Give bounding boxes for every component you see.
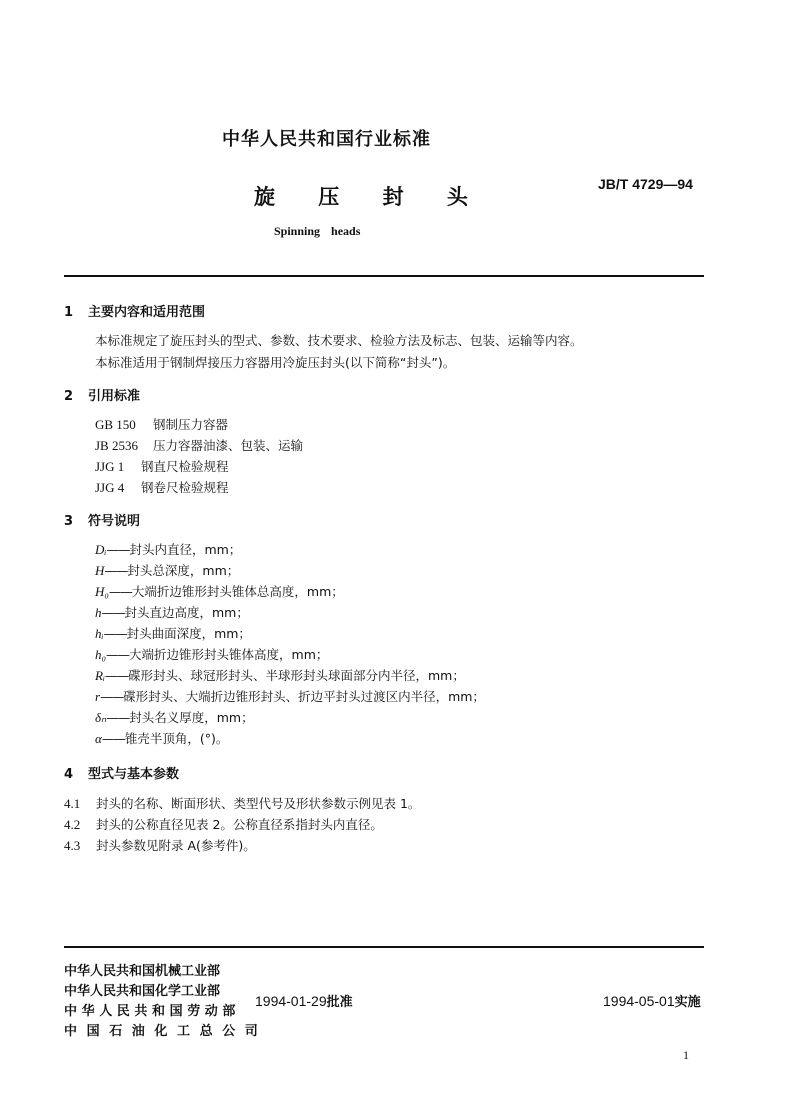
symbol-item [95,540,241,558]
section-number: 1 [64,305,74,320]
approval-date [255,991,353,1010]
reference-item [95,457,229,475]
scope-paragraph-2: 本标准适用于钢制焊接压力容器用冷旋压封头(以下简称“封头”)。 [95,355,456,370]
reference-code: JB 2536 [95,438,138,453]
symbol-dash: —— [103,626,127,641]
issuing-department: 中华人民共和国化学工业部 [64,984,221,999]
issuing-department: 中华人民共和国劳动部 [64,1004,241,1019]
clause-text: 封头的公称直径见表 2。公称直径系指封头内直径。 [96,817,383,832]
symbol-dash: —— [105,668,128,683]
document-title: 旋 压 封 头 [254,185,486,209]
section-title: 主要内容和适用范围 [88,305,206,320]
clause-text: 封头的名称、断面形状、类型代号及形状参数示例见表 1。 [96,796,421,811]
effective-label: 实施 [674,995,701,1010]
section-title: 引用标准 [88,389,141,404]
standard-category: 中华人民共和国行业标准 [222,129,431,150]
clause-item [64,836,256,854]
scope-paragraph-1: 本标准规定了旋压封头的型式、参数、技术要求、检验方法及标志、包装、运输等内容。 [95,333,583,348]
approval-date-value: 1994-01-29 [255,993,327,1009]
symbol-dash: —— [104,563,128,578]
symbol: Dᵢ [95,542,107,557]
symbol-dash: —— [101,731,125,746]
symbol-dash: —— [101,605,125,620]
symbol: r [95,689,101,704]
symbol: H₀ [95,584,109,599]
symbol-item [95,645,328,663]
symbol-item [95,603,249,621]
symbol-description: 封头内直径，mm； [129,542,242,557]
symbol-item [95,561,239,579]
reference-code: GB 150 [95,417,136,432]
symbol: Rᵢ [95,668,105,683]
symbol-description: 大端折边锥形封头锥体高度，mm； [129,647,329,662]
approval-label: 批准 [326,995,353,1010]
symbol: h [95,605,102,620]
symbol: δₙ [95,710,107,725]
clause-item [64,794,420,812]
section-heading-1 [64,301,205,320]
symbol-item [95,666,465,684]
section-heading-4 [64,763,179,782]
issuing-department: 中华人民共和国机械工业部 [64,964,221,979]
symbol-item [95,729,228,747]
reference-code: JJG 1 [95,459,125,474]
standard-code: JB/T 4729—94 [598,176,693,192]
symbol-dash: —— [106,542,130,557]
effective-date [603,991,701,1010]
symbol-description: 封头直边高度，mm； [124,605,249,620]
reference-name: 钢制压力容器 [153,417,229,432]
symbol-dash: —— [106,710,130,725]
clause-number: 4.3 [64,838,81,853]
reference-item [95,478,229,496]
section-number: 2 [64,389,74,404]
symbol-description: 碟形封头、大端折边锥形封头、折边平封头过渡区内半径，mm； [123,689,485,704]
symbol-dash: —— [100,689,124,704]
issuing-department: 中国石油化工总公司 [64,1024,268,1039]
symbol-dash: —— [106,647,130,662]
reference-name: 钢直尺检验规程 [141,459,229,474]
header-divider [64,275,704,277]
effective-date-value: 1994-05-01 [603,993,675,1009]
section-number: 4 [64,767,74,782]
reference-name: 压力容器油漆、包装、运输 [153,438,304,453]
symbol-description: 封头名义厚度，mm； [129,710,254,725]
symbol-item [95,624,251,642]
document-subtitle: Spinning heads [274,224,361,238]
section-number: 3 [64,514,74,529]
symbol: α [95,731,102,746]
symbol-item [95,687,485,705]
clause-item [64,815,383,833]
symbol-description: 碟形封头、球冠形封头、半球形封头球面部分内半径，mm； [128,668,465,683]
page-number: 1 [683,1048,689,1062]
clause-text: 封头参数见附录 A(参考件)。 [96,838,256,853]
symbol-description: 封头曲面深度，mm； [126,626,251,641]
footer-divider [64,946,704,948]
symbol-description: 封头总深度，mm； [127,563,240,578]
clause-number: 4.2 [64,817,81,832]
symbol-description: 大端折边锥形封头锥体总高度，mm； [131,584,344,599]
reference-code: JJG 4 [95,480,125,495]
section-heading-2 [64,385,140,404]
section-heading-3 [64,510,140,529]
symbol-item [95,582,344,600]
symbol-dash: —— [108,584,132,599]
symbol-description: 锥壳半顶角，(°)。 [124,731,229,746]
reference-name: 钢卷尺检验规程 [141,480,229,495]
reference-item [95,415,228,433]
symbol: H [95,563,105,578]
reference-item [95,436,303,454]
section-title: 型式与基本参数 [88,767,180,782]
symbol: hᵢ [95,626,104,641]
clause-number: 4.1 [64,796,81,811]
symbol: h₀ [95,647,107,662]
symbol-item [95,708,254,726]
section-title: 符号说明 [88,514,141,529]
